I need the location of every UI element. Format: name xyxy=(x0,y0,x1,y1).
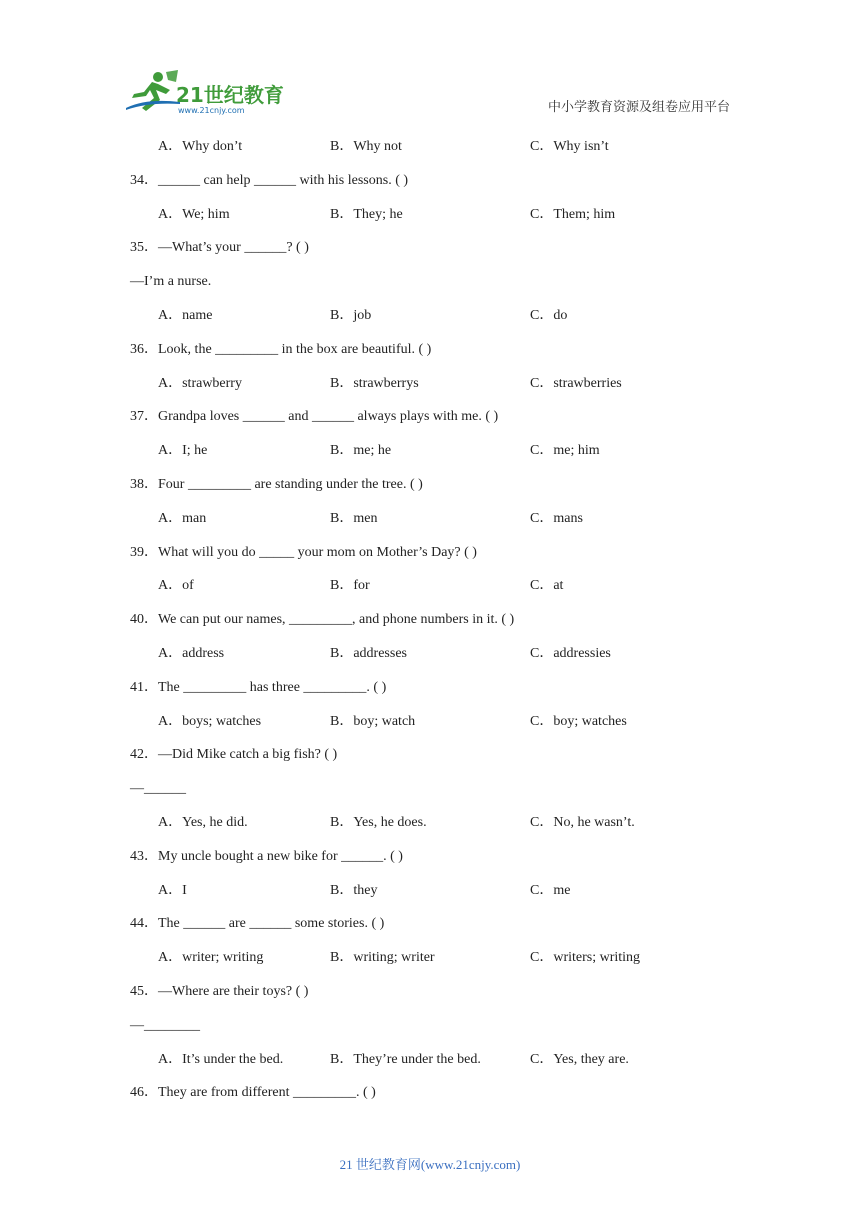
page-header xyxy=(0,0,860,130)
question-text: 34．______ can help ______ with his lessons. ( ) xyxy=(130,173,409,188)
option-b: B．They; he xyxy=(330,207,403,222)
question-text: 43．My uncle bought a new bike for ______. ( ) xyxy=(130,849,403,864)
option-b: B．writing; writer xyxy=(330,950,435,965)
question-text: 41．The _________ has three _________. ( ) xyxy=(130,680,387,695)
option-a: A．I; he xyxy=(158,443,208,458)
option-a: A．address xyxy=(158,646,225,661)
answer-line: —______ xyxy=(130,781,186,796)
answer-line: —I’m a nurse. xyxy=(130,274,212,289)
question-text: 38．Four _________ are standing under the tree. ( ) xyxy=(130,477,423,492)
logo-url: www.21cnjy.com xyxy=(178,106,245,115)
option-b: B．Yes, he does. xyxy=(330,815,427,830)
option-a: A．boys; watches xyxy=(158,714,262,729)
question-text: 35．—What’s your ______? ( ) xyxy=(130,240,309,255)
platform-title: 中小学教育资源及组卷应用平台 xyxy=(547,100,730,115)
option-b: B．addresses xyxy=(330,646,407,661)
option-b: B．men xyxy=(330,511,378,526)
option-c: C．No, he wasn’t. xyxy=(530,815,635,830)
question-text: 40．We can put our names, _________, and phone numbers in it. ( ) xyxy=(130,612,515,627)
option-c: C．strawberries xyxy=(530,376,622,391)
option-c: C．Them; him xyxy=(530,207,616,222)
logo-text: 21世纪教育 xyxy=(176,83,284,107)
option-a: A．We; him xyxy=(158,207,230,222)
option-b: B．They’re under the bed. xyxy=(330,1052,481,1067)
option-c: C．me; him xyxy=(530,443,600,458)
page-footer: 21 世纪教育网(www.21cnjy.com) xyxy=(339,1157,521,1172)
option-b: B．strawberrys xyxy=(330,376,419,391)
option-c: C．Yes, they are. xyxy=(530,1052,629,1067)
option-c: C．Why isn’t xyxy=(530,139,609,154)
question-text: 42．—Did Mike catch a big fish? ( ) xyxy=(130,747,338,762)
option-c: C．do xyxy=(530,308,568,323)
option-a: A．Why don’t xyxy=(158,139,243,154)
option-a: A．writer; writing xyxy=(158,950,264,965)
question-text: 46．They are from different _________. ( ) xyxy=(130,1085,376,1100)
option-a: A．name xyxy=(158,308,213,323)
question-text: 37．Grandpa loves ______ and ______ always plays with me. ( ) xyxy=(130,409,499,424)
option-c: C．at xyxy=(530,578,564,593)
option-a: A．It’s under the bed. xyxy=(158,1052,284,1067)
option-b: B．me; he xyxy=(330,443,392,458)
option-b: B．Why not xyxy=(330,139,402,154)
answer-line: —________ xyxy=(130,1018,200,1033)
option-c: C．me xyxy=(530,883,571,898)
option-a: A．Yes, he did. xyxy=(158,815,248,830)
option-c: C．boy; watches xyxy=(530,714,627,729)
question-text: 44．The ______ are ______ some stories. ( ) xyxy=(130,916,385,931)
option-c: C．addressies xyxy=(530,646,611,661)
option-c: C．mans xyxy=(530,511,583,526)
question-text: 39．What will you do _____ your mom on Mother’s Day? ( ) xyxy=(130,545,477,560)
option-c: C．writers; writing xyxy=(530,950,641,965)
option-a: A．of xyxy=(158,578,194,593)
question-text: 36．Look, the _________ in the box are beautiful. ( ) xyxy=(130,342,432,357)
option-a: A．I xyxy=(158,883,187,898)
option-b: B．boy; watch xyxy=(330,714,416,729)
site-logo xyxy=(122,68,292,116)
option-a: A．man xyxy=(158,511,207,526)
option-b: B．job xyxy=(330,308,372,323)
question-text: 45．—Where are their toys? ( ) xyxy=(130,984,309,999)
option-a: A．strawberry xyxy=(158,376,242,391)
option-b: B．they xyxy=(330,883,378,898)
option-b: B．for xyxy=(330,578,370,593)
